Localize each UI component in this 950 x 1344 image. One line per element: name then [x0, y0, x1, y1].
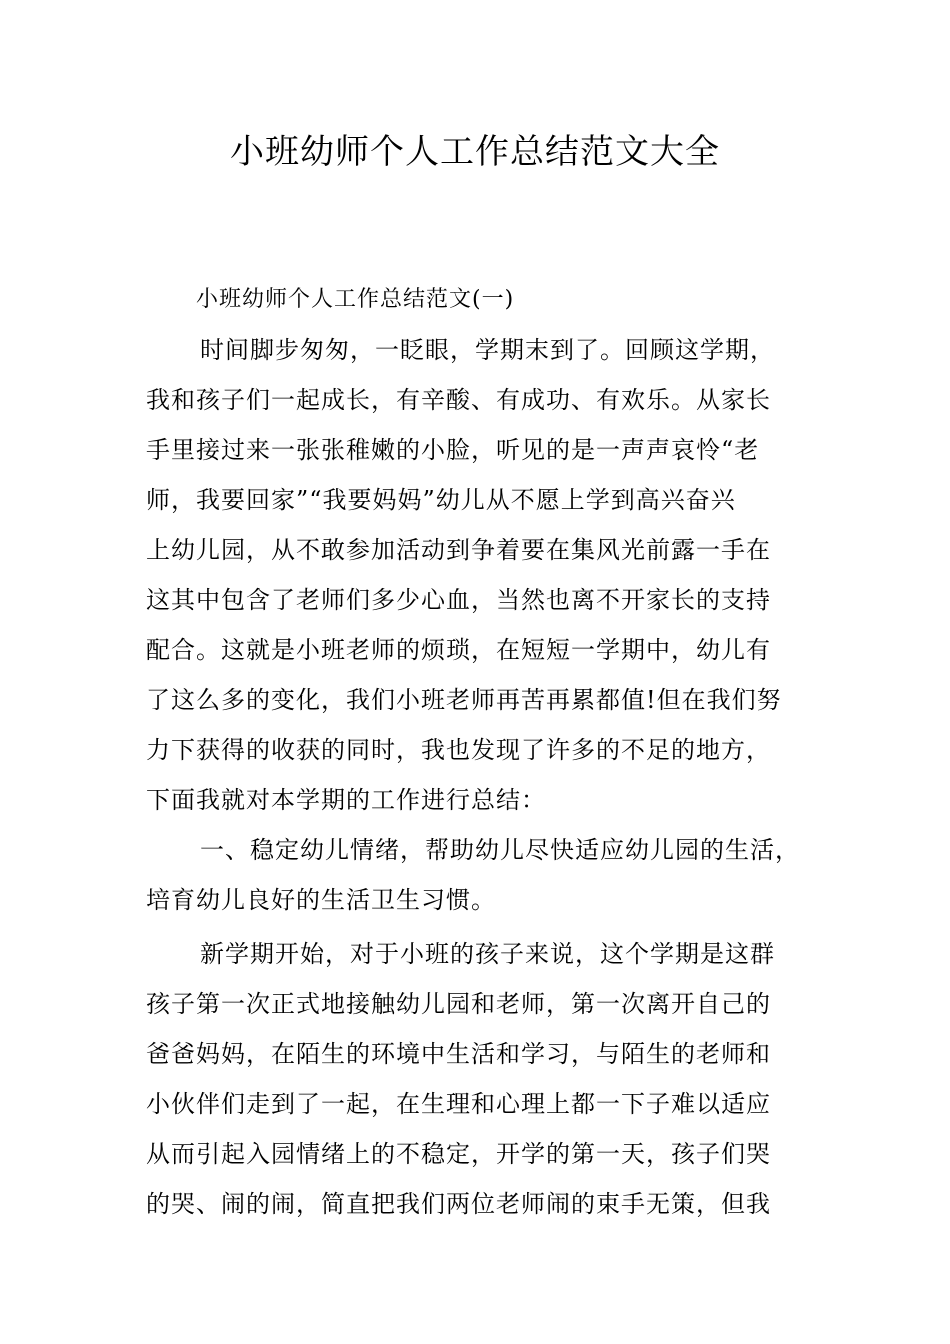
paragraph-line: 的哭、闹的闹，简直把我们两位老师闹的束手无策，但我 [146, 1190, 771, 1218]
paragraph-line: 下面我就对本学期的工作进行总结： [146, 786, 546, 814]
paragraph-line: 我和孩子们一起成长，有辛酸、有成功、有欢乐。从家长 [146, 386, 771, 414]
paragraph-line: 一、稳定幼儿情绪，帮助幼儿尽快适应幼儿园的生活， [200, 836, 800, 864]
paragraph-line: 力下获得的收获的同时，我也发现了许多的不足的地方， [146, 736, 771, 764]
page-title: 小班幼师个人工作总结范文大全 [230, 132, 720, 172]
paragraph-line: 从而引起入园情绪上的不稳定，开学的第一天，孩子们哭 [146, 1140, 771, 1168]
paragraph-1 [146, 325, 832, 825]
paragraph-line: 师，我要回家”“我要妈妈”幼儿从不愿上学到高兴奋兴 [146, 486, 736, 514]
paragraph-line: 爸爸妈妈，在陌生的环境中生活和学习，与陌生的老师和 [146, 1040, 771, 1068]
paragraph-3 [146, 929, 832, 1229]
paragraph-line: 这其中包含了老师们多少心血，当然也离不开家长的支持 [146, 586, 771, 614]
paragraph-line: 手里接过来一张张稚嫩的小脸，听见的是一声声哀怜“老 [146, 436, 760, 464]
paragraph-line: 小伙伴们走到了一起，在生理和心理上都一下子难以适应 [146, 1090, 771, 1118]
paragraph-line: 上幼儿园，从不敢参加活动到争着要在集风光前露一手在 [146, 536, 771, 564]
document-body [146, 275, 832, 1229]
paragraph-line: 时间脚步匆匆，一眨眼，学期末到了。回顾这学期， [200, 336, 775, 364]
paragraph-line: 培育幼儿良好的生活卫生习惯。 [146, 886, 496, 914]
paragraph-2 [146, 825, 832, 925]
paragraph-line: 孩子第一次正式地接触幼儿园和老师，第一次离开自己的 [146, 990, 771, 1018]
paragraph-line: 了这么多的变化，我们小班老师再苦再累都值!但在我们努 [146, 686, 782, 714]
paragraph-line: 配合。这就是小班老师的烦琐，在短短一学期中，幼儿有 [146, 636, 771, 664]
paragraph-line: 新学期开始，对于小班的孩子来说，这个学期是这群 [200, 940, 775, 968]
section-heading: 小班幼师个人工作总结范文(一) [196, 287, 515, 312]
